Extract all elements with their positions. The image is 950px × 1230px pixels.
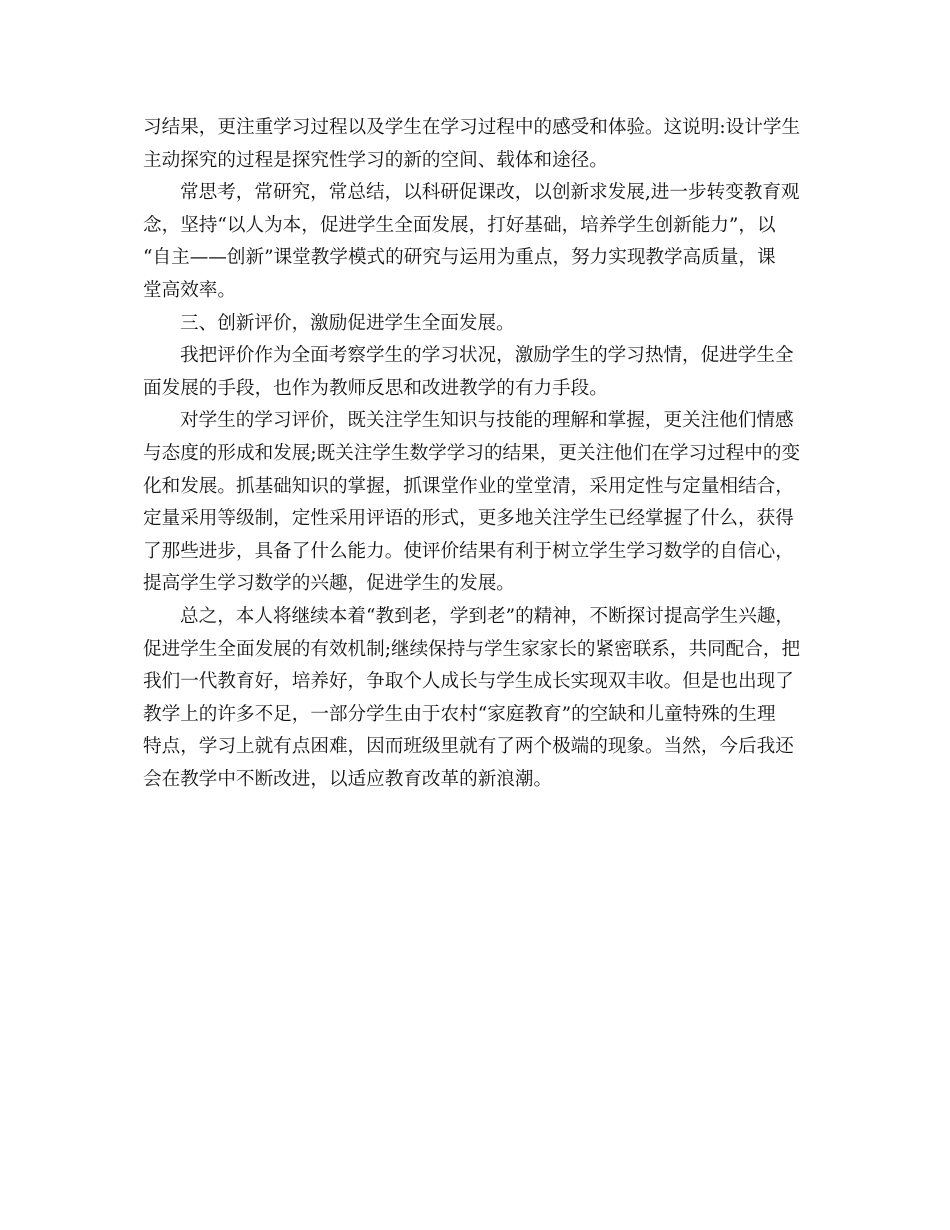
text-line: “自主——创新”课堂教学模式的研究与运用为重点，努力实现教学高质量，课: [143, 247, 776, 269]
text-line: 特点，学习上就有点困难，因而班级里就有了两个极端的现象。当然，今后我还: [143, 736, 794, 758]
text-line: 常思考，常研究，常总结，以科研促课改，以创新求发展,进一步转变教育观: [180, 182, 800, 204]
text-line: 了那些进步，具备了什么能力。使评价结果有利于树立学生学习数学的自信心，: [143, 540, 794, 562]
text-line: 总之，本人将继续本着“教到老，学到老”的精神，不断探讨提高学生兴趣，: [180, 605, 795, 627]
text-line: 会在教学中不断改进，以适应教育改革的新浪潮。: [143, 768, 553, 790]
document-body: [143, 112, 813, 796]
text-line: 我们一代教育好，培养好，争取个人成长与学生成长实现双丰收。但是也出现了: [143, 671, 794, 693]
text-line: 与态度的形成和发展;既关注学生数学学习的结果，更关注他们在学习过程中的变: [143, 442, 801, 464]
text-line: 堂高效率。: [143, 279, 236, 301]
text-line: 提高学生学习数学的兴趣，促进学生的发展。: [143, 573, 515, 595]
text-line: 教学上的许多不足，一部分学生由于农村“家庭教育”的空缺和儿童特殊的生理: [143, 703, 776, 725]
text-line: 习结果，更注重学习过程以及学生在学习过程中的感受和体验。这说明:设计学生: [143, 117, 801, 138]
text-line: 我把评价作为全面考察学生的学习状况，激励学生的学习热情，促进学生全: [180, 345, 794, 367]
text-line: 定量采用等级制，定性采用评语的形式，更多地关注学生已经掌握了什么，获得: [143, 508, 794, 530]
text-line: 对学生的学习评价，既关注学生知识与技能的理解和掌握，更关注他们情感: [180, 410, 794, 432]
text-line: 主动探究的过程是探究性学习的新的空间、载体和途径。: [143, 149, 608, 171]
text-line: 念，坚持“以人为本，促进学生全面发展，打好基础，培养学生创新能力”，以: [143, 214, 776, 236]
text-line: 化和发展。抓基础知识的掌握，抓课堂作业的堂堂清，采用定性与定量相结合，: [143, 475, 794, 497]
text-line: 面发展的手段，也作为教师反思和改进教学的有力手段。: [143, 377, 608, 399]
text-line: 三、创新评价，激励促进学生全面发展。: [180, 312, 515, 334]
text-line: 促进学生全面发展的有效机制;继续保持与学生家家长的紧密联系，共同配合，把: [143, 638, 801, 660]
